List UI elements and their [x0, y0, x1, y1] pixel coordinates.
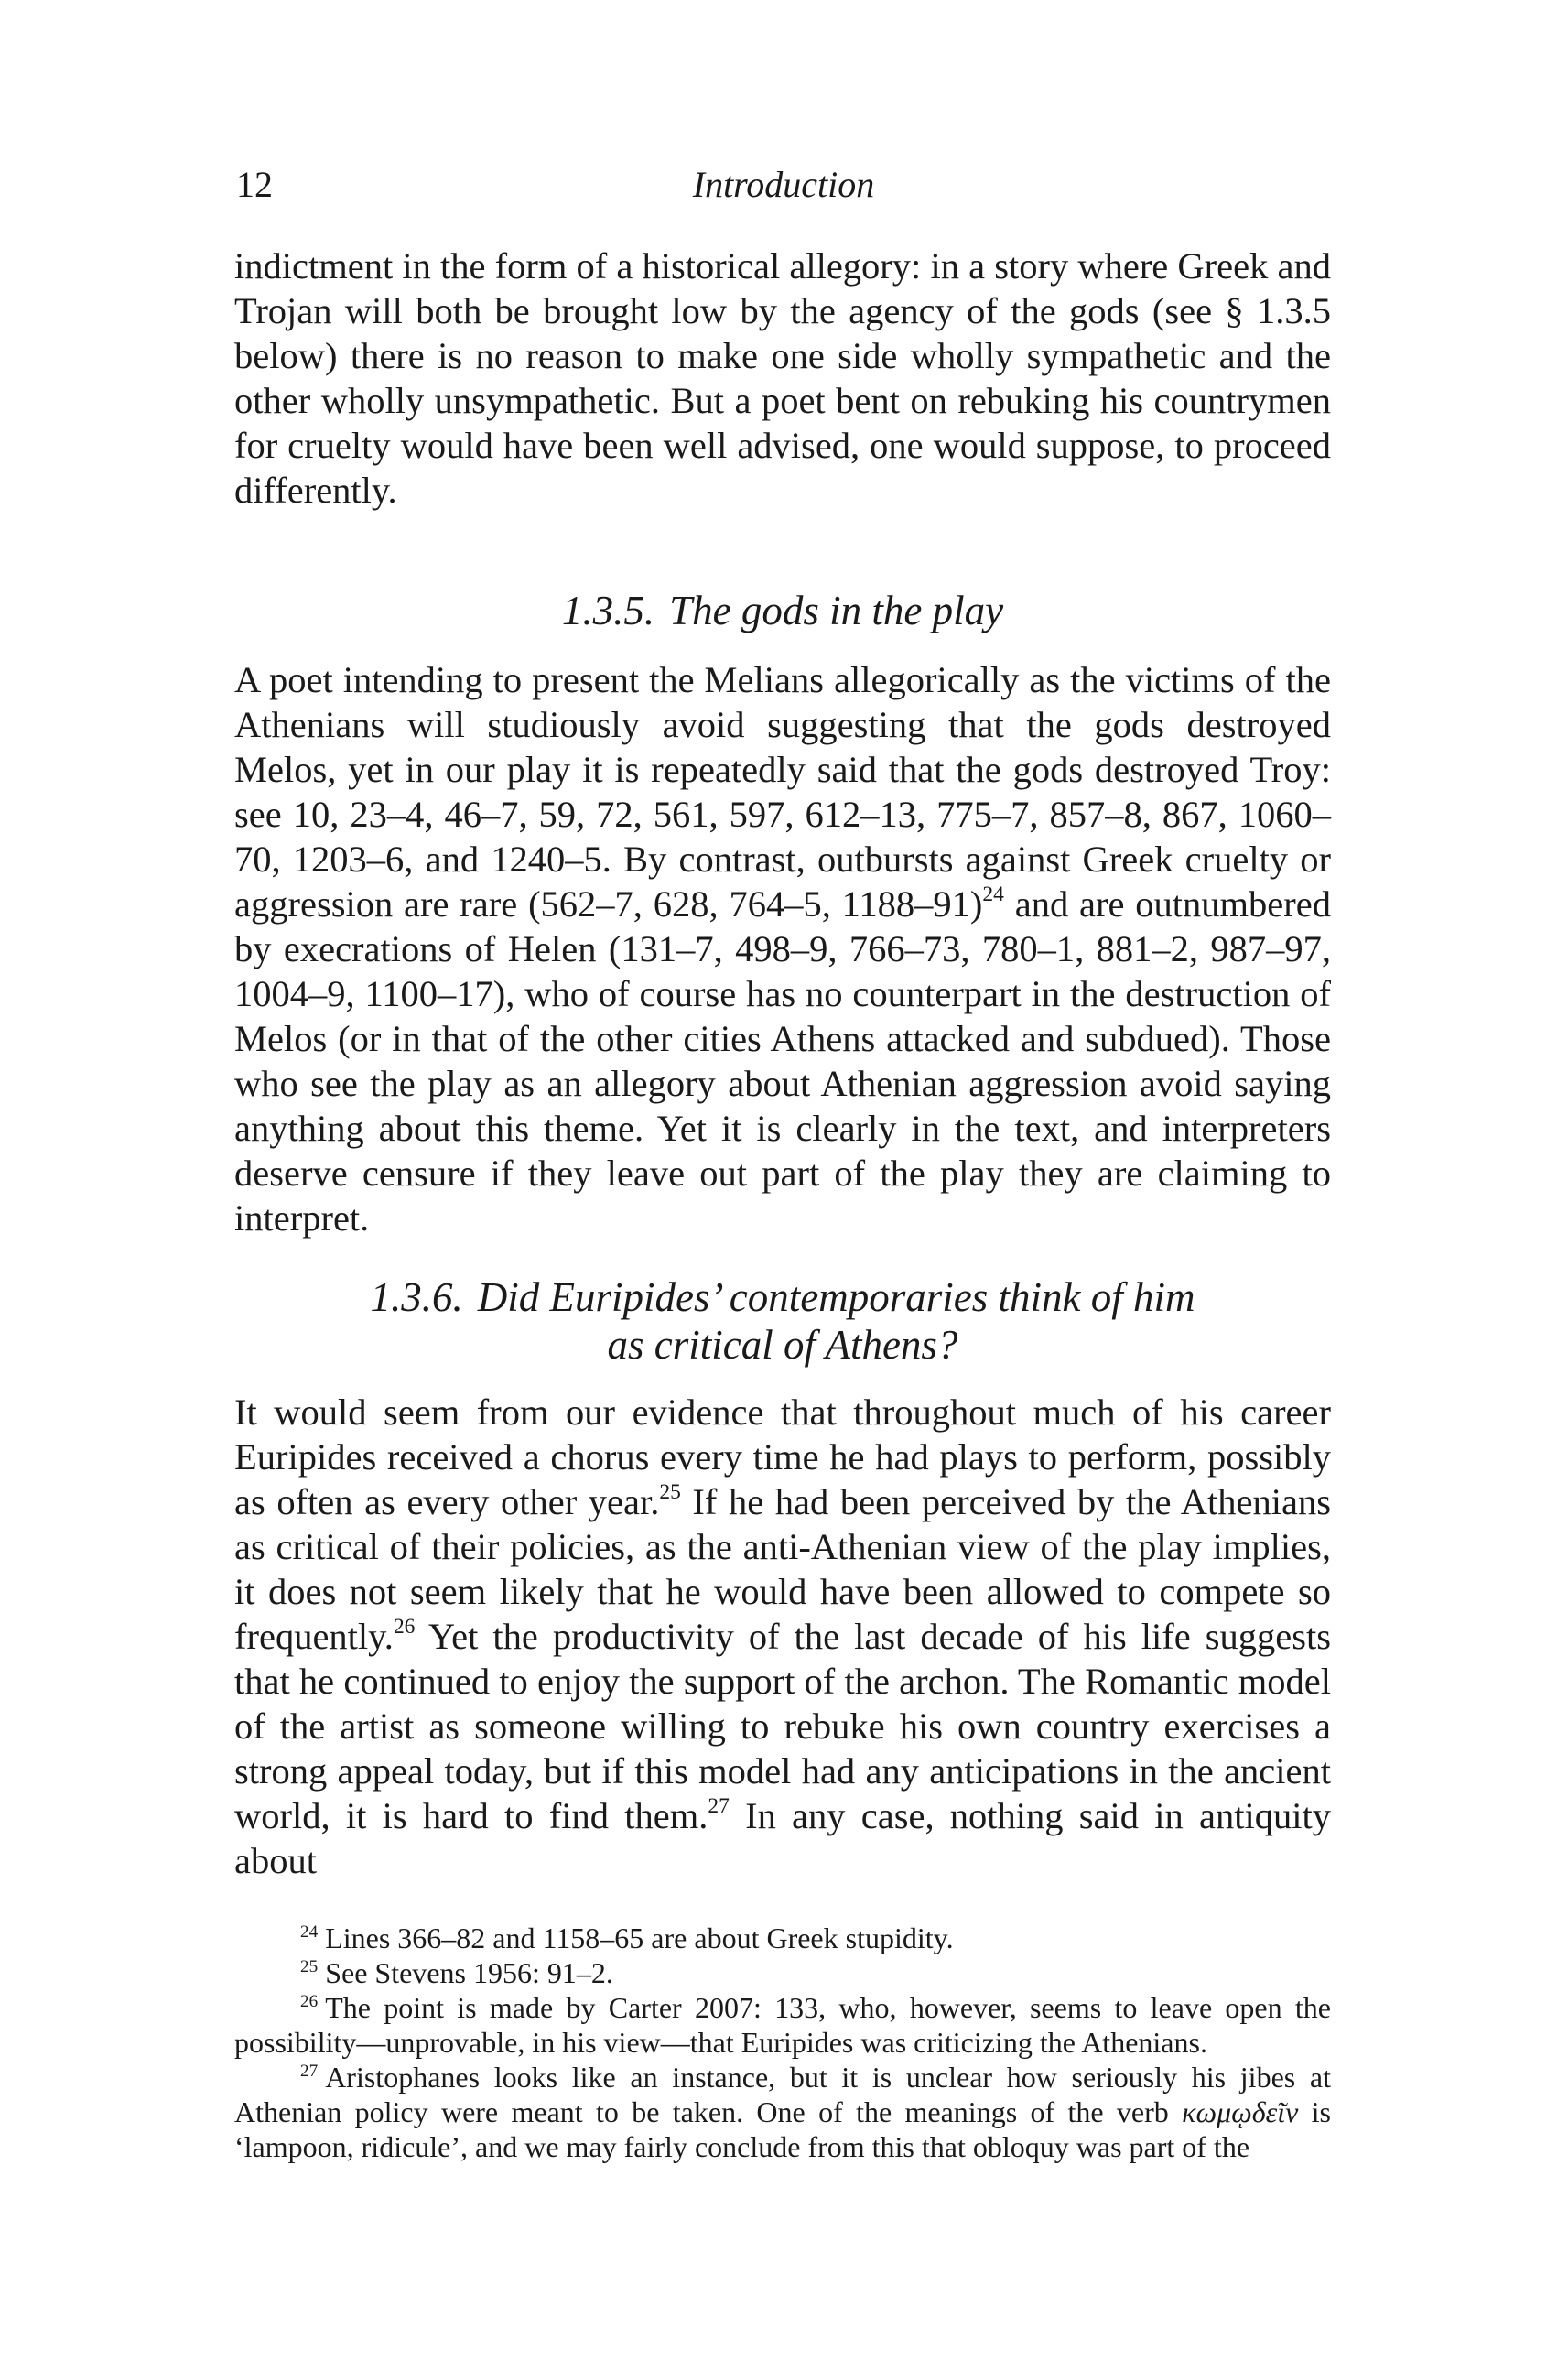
- running-title: Introduction: [692, 164, 875, 205]
- paragraph-text: A poet intending to present the Melians allegorically as the victims of the Athenians will studiously avoid suggesting that the gods destroyed Melos, yet in our play it is repeatedly said that the gods destroyed Troy: see 10, 23–4, 46–7, 59, 72, 561, 597, 612–13, 775–7, 857–8, 867, 1060–70, 1203–6, and 1240–5. By contrast, outbursts against Greek cruelty or aggression are rare (562–7, 628, 764–5, 1188–91): [234, 659, 1331, 925]
- page-number: 12: [236, 164, 273, 205]
- footnote-number: 27: [300, 2062, 319, 2082]
- section-number: 1.3.5.: [561, 588, 655, 633]
- paragraph-text: indictment in the form of a historical allegory: in a story where Greek and Trojan will both be brought low by the agency of the gods (see § 1.3.5 below) there is no reason to make one side wholly sympathetic and the other wholly unsympathetic. But a poet bent on rebuking his countrymen for cruelty would have been well advised, one would suppose, to proceed differently.: [234, 245, 1331, 511]
- opening-paragraph: [234, 244, 1331, 513]
- section-title-continued: as critical of Athens?: [607, 1322, 958, 1368]
- footnote: [234, 1921, 1331, 1955]
- section-1-3-5-paragraph: [234, 657, 1331, 1240]
- section-heading-1-3-6: [234, 1273, 1331, 1369]
- section-1-3-6-paragraph: [234, 1390, 1331, 1883]
- section-title: The gods in the play: [669, 588, 1004, 633]
- footnote: [234, 1990, 1331, 2060]
- footnote: [234, 2060, 1331, 2164]
- footnote-number: 26: [300, 1992, 319, 2012]
- footnotes: [234, 1921, 1331, 2164]
- footnote-text: is ‘lampoon, ridicule’, and we may fairly conclude from this that obloquy was part of the: [234, 2095, 1332, 2163]
- section-heading-1-3-5: [234, 587, 1331, 634]
- running-head: [236, 163, 1331, 218]
- greek-word: κωμῳδεῖν: [1182, 2095, 1299, 2128]
- paragraph-text: It would seem from our evidence that throughout much of his career Euripides received a chorus every time he had plays to perform, possibly as often as every other year.: [234, 1391, 1331, 1522]
- paragraph-text: If he had been perceived by the Athenians as critical of their policies, as the anti-Athenian view of the play implies, it does not seem likely that he would have been allowed to compete so frequently.: [234, 1481, 1332, 1657]
- footnote-number: 25: [300, 1957, 319, 1977]
- footnote-reference[interactable]: 25: [659, 1480, 681, 1505]
- footnote: [234, 1955, 1331, 1990]
- footnote-text: The point is made by Carter 2007: 133, who, however, seems to leave open the possibility—unprovable, in his view—that Euripides was criticizing the Athenians.: [234, 1991, 1331, 2059]
- section-title: Did Euripides’ contemporaries think of him: [477, 1274, 1195, 1320]
- section-number: 1.3.6.: [370, 1274, 463, 1320]
- paragraph-text: In any case, nothing said in antiquity about: [234, 1795, 1331, 1881]
- footnote-reference[interactable]: 26: [393, 1615, 416, 1640]
- footnote-number: 24: [300, 1922, 319, 1943]
- footnote-reference[interactable]: 27: [708, 1794, 730, 1819]
- footnote-text: Lines 366–82 and 1158–65 are about Greek stupidity.: [325, 1922, 954, 1954]
- footnote-reference[interactable]: 24: [982, 882, 1004, 907]
- footnote-text: Aristophanes looks like an instance, but it is unclear how seriously his jibes at Athenian policy were meant to be taken. One of the meanings of the verb: [234, 2061, 1331, 2128]
- footnote-text: See Stevens 1956: 91–2.: [325, 1956, 613, 1989]
- paragraph-text: and are outnumbered by execrations of Helen (131–7, 498–9, 766–73, 780–1, 881–2, 987–97, 1004–9, 1100–17), who of course has no counterpart in the destruction of Melos (or in that of the other cities Athens attacked and subdued). Those who see the play as an allegory about Athenian aggression avoid saying anything about this theme. Yet it is clearly in the text, and interpreters deserve censure if they leave out part of the play they are claiming to interpret.: [234, 883, 1331, 1239]
- paragraph-text: Yet the productivity of the last decade of his life suggests that he continued to enjoy the support of the archon. The Romantic model of the artist as someone willing to rebuke his own country exercises a strong appeal today, but if this model had any anticipations in the ancient world, it is hard to find them.: [234, 1616, 1331, 1836]
